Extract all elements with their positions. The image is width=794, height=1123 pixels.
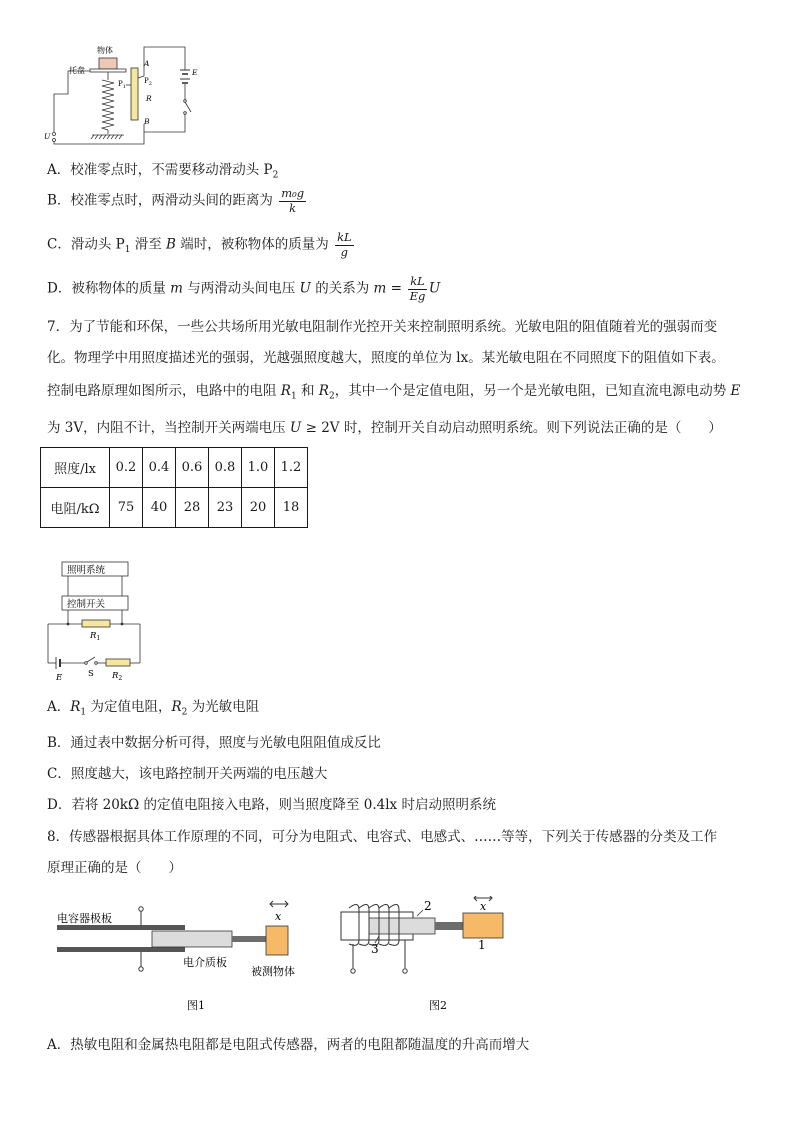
- connecting-rod: [232, 936, 266, 942]
- fraction-kl-over-eg: $\frac{kL}{Eg}$: [409, 274, 426, 303]
- q7-option-c: C．照度越大，该电路控制开关两端的电压越大: [47, 766, 328, 782]
- switch-s-symbol: [85, 657, 98, 664]
- table-cell: 23: [209, 488, 242, 528]
- figure-1-caption: 图1: [187, 999, 205, 1012]
- ground: [91, 135, 124, 139]
- q6-option-c: C．滑动头 $P_1$ 滑至 B 端时，被称物体的质量为 $\frac{kL}{g}$: [47, 230, 352, 259]
- label-E: E: [192, 68, 198, 77]
- label-R: R: [146, 94, 152, 103]
- q6-option-a: A．校准零点时，不需要移动滑动头 $P_2$: [47, 162, 279, 181]
- label-3: 3: [371, 942, 379, 956]
- label-P2: $P_2$: [144, 77, 152, 87]
- table-cell: 18: [275, 488, 308, 528]
- label-r2: $R_2$: [112, 671, 123, 682]
- figure-2-caption: 图2: [429, 999, 447, 1012]
- dielectric-label: 电介质板: [183, 956, 227, 969]
- measured-object-block: [266, 926, 288, 955]
- q7-option-a: A．$R_1$ 为定值电阻，$R_2$ 为光敏电阻: [47, 699, 260, 718]
- spring: [102, 72, 114, 134]
- dielectric-plate: [152, 931, 232, 947]
- capacitive-sensor-figure: [55, 896, 325, 1018]
- q7-option-d: D．若将 20kΩ 的定值电阻接入电路，则当照度降至 0.4lx 时启动照明系统: [47, 797, 496, 813]
- q6-option-b: B．校准零点时，两滑动头间的距离为 $\frac{\text{m₀g}}{k}$: [47, 186, 305, 215]
- q7-line-1: 7．为了节能和环保，一些公共场所用光敏电阻制作光控开关来控制照明系统。光敏电阻的阻值随着光的强弱而变: [47, 319, 718, 335]
- measured-object-label: 被测物体: [251, 965, 295, 978]
- measured-block: [463, 913, 503, 938]
- table-cell: 28: [176, 488, 209, 528]
- label-x: x: [275, 910, 282, 923]
- label-x: x: [480, 900, 487, 913]
- illuminance-resistance-table: [40, 447, 308, 528]
- label-1: 1: [478, 938, 486, 952]
- q7-line-3: 控制电路原理如图所示，电路中的电阻 $R_1$ 和 $R_2$，其中一个是定值电阻，另一个是光敏电阻，已知直流电源电动势 E: [47, 383, 741, 402]
- capacitor-plate-label: 电容器极板: [57, 912, 112, 925]
- table-cell: 40: [143, 488, 176, 528]
- table-cell: 0.8: [209, 448, 242, 488]
- label-A: A: [144, 59, 150, 68]
- capacitor-plate-bottom: [57, 947, 185, 952]
- q8-option-a: A．热敏电阻和金属热电阻都是电阻式传感器，两者的电阻都随温度的升高而增大: [47, 1037, 530, 1053]
- q7-option-b: B．通过表中数据分析可得，照度与光敏电阻阻值成反比: [47, 735, 381, 751]
- label-U: U: [44, 132, 51, 141]
- table-cell: 20: [242, 488, 275, 528]
- q8-line-1: 8．传感器根据具体工作原理的不同，可分为电阻式、电容式、电感式、……等等，下列关于传感器的分类及工作: [47, 829, 718, 845]
- fraction-m0g-over-k: $\frac{\text{m₀g}}{k}$: [281, 186, 305, 215]
- object-block: [99, 58, 117, 69]
- label-B: B: [144, 117, 150, 126]
- q7-line-4: 为 3V，内阻不计，当控制开关两端电压 U ≥ 2V 时，控制开关自动启动照明系统。则下列说法正确的是（ ）: [47, 420, 722, 436]
- circuit-wires: [54, 47, 185, 144]
- tray: [90, 69, 126, 72]
- connecting-rod: [435, 922, 463, 930]
- battery-symbol: [56, 657, 60, 669]
- circuit-wires: [68, 576, 122, 596]
- fraction-kl-over-g: $\frac{kL}{g}$: [337, 230, 352, 259]
- slide-resistor: [131, 68, 138, 120]
- double-arrow-icon: [270, 901, 288, 907]
- switch-symbol: [184, 100, 191, 115]
- light-control-circuit-figure: [42, 558, 152, 686]
- table-header-illuminance: 照度/lx: [41, 448, 110, 488]
- resistor-r2: [106, 659, 130, 666]
- capacitor-plate-top: [57, 925, 185, 930]
- label-e: E: [56, 673, 63, 683]
- table-cell: 0.6: [176, 448, 209, 488]
- battery-symbol: [180, 70, 190, 83]
- resistor-r1: [82, 620, 110, 627]
- lighting-system-label: 照明系统: [67, 565, 106, 576]
- table-cell: 0.4: [143, 448, 176, 488]
- spring-scale-figure: [40, 42, 210, 152]
- object-label: 物体: [97, 46, 113, 55]
- tray-label: 托盘: [69, 66, 85, 75]
- table-row-resistance: [41, 488, 308, 528]
- label-2: 2: [424, 899, 432, 913]
- table-header-resistance: 电阻/kΩ: [41, 488, 110, 528]
- label-s: S: [88, 669, 94, 679]
- inductive-sensor-figure: [335, 896, 515, 1018]
- q8-line-2: 原理正确的是（ ）: [47, 860, 182, 876]
- label-P1: $P_1$: [118, 80, 126, 90]
- table-row-illuminance: [41, 448, 308, 488]
- table-cell: 75: [110, 488, 143, 528]
- q7-line-2: 化。物理学中用照度描述光的强弱，光越强照度越大，照度的单位为 lx。某光敏电阻在不同照度下的阻值如下表。: [47, 350, 725, 366]
- control-switch-label: 控制开关: [67, 599, 106, 610]
- q6-option-d: D．被称物体的质量 m 与两滑动头间电压 U 的关系为 m = $\frac{kL}{Eg}$ U: [47, 274, 441, 303]
- table-cell: 1.2: [275, 448, 308, 488]
- table-cell: 1.0: [242, 448, 275, 488]
- table-cell: 0.2: [110, 448, 143, 488]
- label-r1: $R_1$: [90, 631, 101, 642]
